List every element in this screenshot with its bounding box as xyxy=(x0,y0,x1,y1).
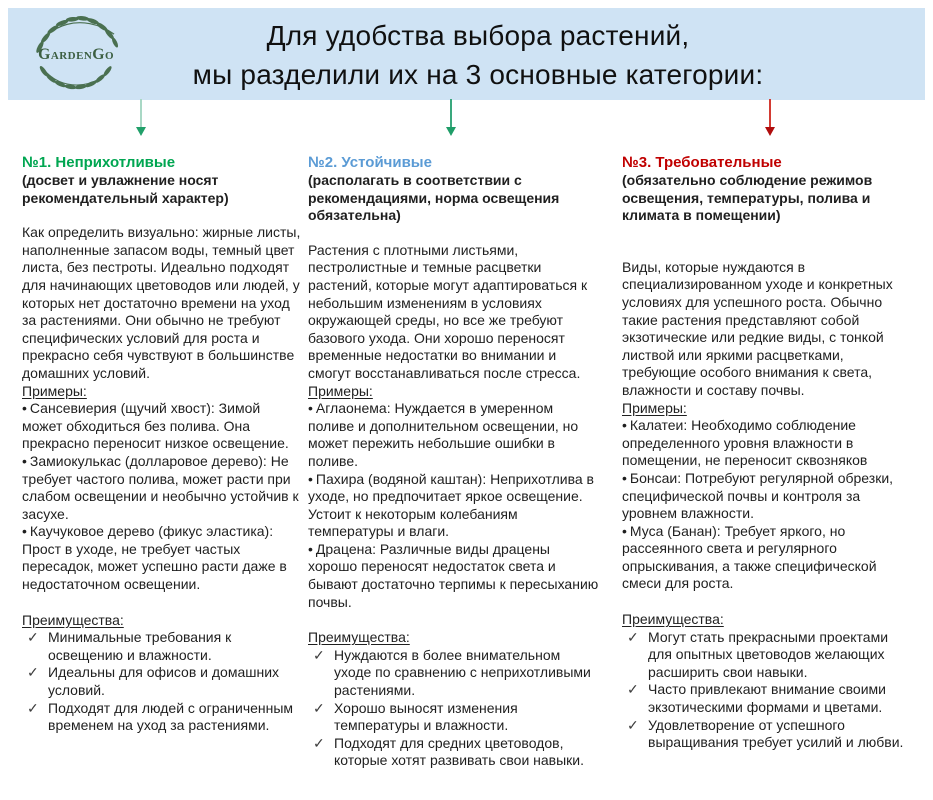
arrow-head-icon xyxy=(765,127,775,136)
categories-container xyxy=(22,153,908,770)
example-text: Драцена: Различные виды драцены хорошо переносят недостаток света и бывают достаточно терпимы к пересыханию почвы. xyxy=(308,540,599,610)
category-description: Как определить визуально: жирные листы, наполненные запасом воды, темный цвет листа, без пестроты. Идеально подходят для начинающих цветоводов или людей, у которых нет достаточно времени на уход за растениями. Они обычно не требуют специфических условий для роста и прекрасно себя чувствуют в большинстве домашних условий. xyxy=(22,224,301,381)
arrow-head-icon xyxy=(136,127,146,136)
example-text: Муса (Банан): Требует яркого, но рассеянного света и регулярного опрыскивания, а также специфической смеси для роста. xyxy=(622,522,877,592)
category-subtitle: (досвет и увлажнение носят рекомендательный характер) xyxy=(22,172,229,206)
arrow-shaft xyxy=(450,99,452,127)
checkmark-icon: ✓ xyxy=(27,629,39,646)
example-text: Бонсаи: Потребуют регулярной обрезки, специфической почвы и контроля за уровнем влажности. xyxy=(622,469,894,522)
checkmark-icon: ✓ xyxy=(627,681,639,698)
benefit-text: Идеальны для офисов и домашних условий. xyxy=(48,664,280,699)
header-band xyxy=(8,8,925,100)
benefit-item xyxy=(308,700,601,735)
benefit-item xyxy=(22,700,303,735)
benefit-item xyxy=(308,647,601,700)
bullet-marker: • xyxy=(22,452,27,469)
example-text: Аглаонема: Нуждается в умеренном поливе и дополнительном освещении, но может пережить небольшие ошибки в поливе. xyxy=(308,400,579,469)
examples-label: Примеры: xyxy=(22,382,87,399)
category-subtitle: (обязательно соблюдение режимов освещения, температуры, полива и климата в помещении) xyxy=(622,172,873,224)
benefit-item xyxy=(622,681,908,716)
benefits-label: Преимущества: xyxy=(622,611,724,628)
example-text: Каучуковое дерево (фикус эластика): Прост в уходе, не требует частых пересадок, может успешно расти даже в недостаточном освещении. xyxy=(22,523,287,593)
checkmark-icon: ✓ xyxy=(313,699,325,716)
bullet-marker: • xyxy=(308,540,313,557)
example-item xyxy=(22,523,303,593)
category-title: №2. Устойчивые xyxy=(308,154,432,171)
benefit-item xyxy=(22,664,303,699)
example-text: Замиокулькас (долларовое дерево): Не требует частого полива, может расти при слабом освещении и необычно устойчив к засухе. xyxy=(22,452,299,522)
bullet-marker: • xyxy=(308,400,313,417)
bullet-marker: • xyxy=(622,522,627,539)
down-arrow-category-3 xyxy=(765,99,775,137)
benefit-item xyxy=(622,629,908,682)
arrow-shaft xyxy=(140,99,142,127)
examples-label: Примеры: xyxy=(308,382,373,399)
example-item xyxy=(622,417,908,470)
bullet-marker: • xyxy=(622,417,627,434)
benefit-item xyxy=(622,717,908,752)
benefits-label: Преимущества: xyxy=(22,611,124,628)
benefit-text: Удовлетворение от успешного выращивания требует усилий и любви. xyxy=(648,716,904,751)
example-item xyxy=(308,471,601,541)
bullet-marker: • xyxy=(22,400,27,417)
checkmark-icon: ✓ xyxy=(27,664,39,681)
arrow-head-icon xyxy=(446,127,456,136)
checkmark-icon: ✓ xyxy=(627,716,639,733)
example-item xyxy=(622,523,908,593)
checkmark-icon: ✓ xyxy=(313,646,325,663)
down-arrow-category-2 xyxy=(446,99,456,137)
category-title: №3. Требовательные xyxy=(622,154,782,171)
category-column-demanding xyxy=(622,153,908,752)
gardengo-logo xyxy=(18,10,136,98)
benefit-text: Минимальные требования к освещению и влажности. xyxy=(48,629,232,663)
benefit-text: Могут стать прекрасными проектами для опытных цветоводов желающих расширить свои навыки. xyxy=(648,628,889,680)
example-text: Сансевиерия (щучий хвост): Зимой может обходиться без полива. Она прекрасно переносит низкое освещение. xyxy=(22,400,289,452)
bullet-marker: • xyxy=(22,523,27,540)
category-column-unpretentious xyxy=(22,153,303,735)
logo-text: GardenGo xyxy=(38,46,115,64)
benefit-text: Хорошо выносят изменения температуры и влажности. xyxy=(334,699,518,734)
checkmark-icon: ✓ xyxy=(27,699,39,716)
example-text: Пахира (водяной каштан): Неприхотлива в уходе, но предпочитает яркое освещение. Устоит к некоторым колебаниям температуры и влаги. xyxy=(308,470,594,540)
benefit-text: Часто привлекают внимание своими экзотическими формами и цветами. xyxy=(648,681,886,716)
examples-label: Примеры: xyxy=(622,399,687,416)
bullet-marker: • xyxy=(622,469,627,486)
arrow-shaft xyxy=(769,99,771,127)
example-item xyxy=(22,400,303,453)
title-line-2: мы разделили их на 3 основные категории: xyxy=(192,59,764,90)
category-description: Растения с плотными листьями, пестролистные и темные расцветки растений, которые могут адаптироваться к небольшим изменениям в условиях окружающей среды, но все же требуют базового ухода. Они хорошо переносят временные недостатки во внимании и смогут восстанавливаться после стресса. xyxy=(308,241,588,381)
page-title xyxy=(128,16,828,94)
example-item xyxy=(622,470,908,523)
category-subtitle: (располагать в соответствии с рекомендациями, норма освещения обязательна) xyxy=(308,172,560,224)
benefit-text: Подходят для средних цветоводов, которые хотят развивать свои навыки. xyxy=(334,734,585,769)
example-text: Калатеи: Необходимо соблюдение определенного уровня влажности в помещении, не переносит сквозняков xyxy=(622,417,868,469)
title-line-1: Для удобства выбора растений, xyxy=(266,20,690,51)
category-description: Виды, которые нуждаются в специализированном уходе и конкретных условиях для успешного роста. Обычно такие растения представляют собой экзотические или редкие виды, с тонкой листвой или яркими расцветками, требующие особого внимания к света, влажности и составу почвы. xyxy=(622,258,893,398)
example-item xyxy=(22,453,303,523)
benefit-item xyxy=(22,629,303,664)
example-item xyxy=(308,541,601,611)
down-arrow-category-1 xyxy=(136,99,146,137)
checkmark-icon: ✓ xyxy=(627,628,639,645)
benefits-label: Преимущества: xyxy=(308,629,410,646)
benefit-item xyxy=(308,735,601,770)
bullet-marker: • xyxy=(308,470,313,487)
category-column-resilient xyxy=(308,153,601,770)
category-title: №1. Неприхотливые xyxy=(22,154,176,171)
example-item xyxy=(308,400,601,470)
benefit-text: Подходят для людей с ограниченным временем на уход за растениями. xyxy=(48,699,294,734)
benefit-text: Нуждаются в более внимательном уходе по сравнению с неприхотливыми растениями. xyxy=(334,646,591,699)
checkmark-icon: ✓ xyxy=(313,734,325,751)
